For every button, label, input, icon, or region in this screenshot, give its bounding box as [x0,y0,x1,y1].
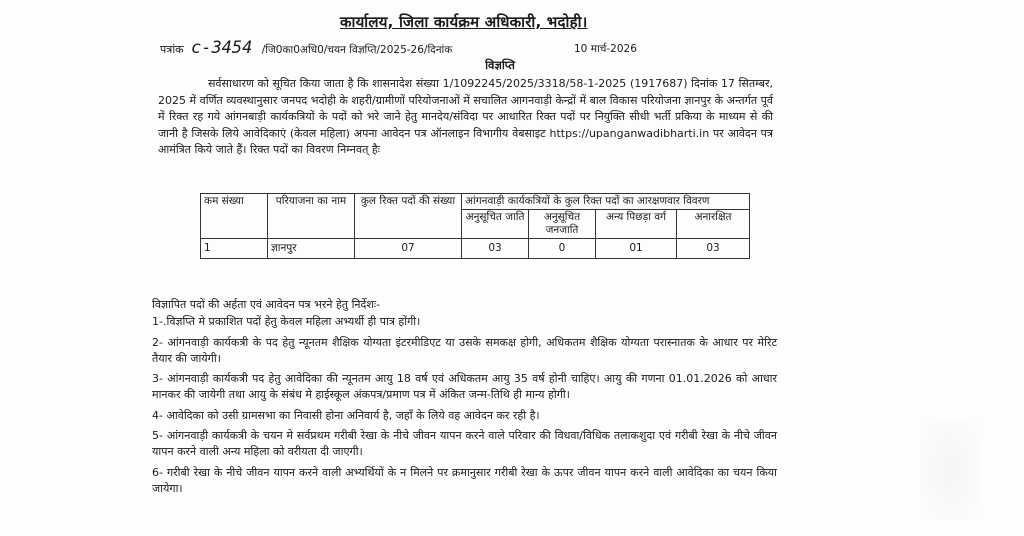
header-reservation-group: आंगनवाड़ी कार्यकत्रियों के कुल रिक्त पदों का आरक्षणवार विवरण [462,194,750,210]
header-general: अनारक्षित [677,210,750,239]
table-header-row [201,194,750,210]
instruction-item: 5- आंगनवाड़ी कार्यकत्री के चयन मे सर्वप्रथम गरीबी रेखा के नीचे जीवन यापन करने वाले परिवार की विधवा/विधिक तलाकशुदा एवं गरीबी रेखा के नीचे जीवन यापन करने वाली अन्य महिला को वरीयता दी जाएगी। [152,429,777,458]
cell-st: 0 [529,239,596,259]
cell-sc: 03 [462,239,529,259]
instruction-item: 2- आंगनवाड़ी कार्यकत्री के पद हेतु न्यूनतम शैक्षिक योग्यता इंटरमीडिएट या उसके समकक्ष होगी, अधिकतम शैक्षिक योग्यता परास्नातक के आधार पर मेरिट तैयार की जायेगी। [152,335,777,365]
reference-path: /जि0का0अधि0/चयन विज्ञप्ति/2025-26/दिनांक [261,44,453,56]
notice-heading [0,58,1024,73]
header-st: अनुसूचित जनजाति [529,210,596,239]
instructions-heading: विज्ञापित पदों की अर्हता एवं आवेदन पत्र भरने हेतु निर्देशः- [152,298,381,311]
header-obc: अन्य पिछड़ा वर्ग [596,210,677,239]
vacancy-table [200,193,750,259]
header-project: परियाजना का नाम [268,194,355,239]
instruction-item: 6- गरीबी रेखा के नीचे जीवन यापन करने वाली अभ्यर्थियों के न मिलने पर क्रमानुसार गरीबी रेखा के ऊपर जीवन यापन करने वाली आवेदिका का चयन किया जायेगा। [152,465,777,495]
reference-date: 10 मार्च-2026 [574,43,637,55]
cell-obc: 01 [596,239,677,259]
instruction-item: 4- आवेदिका को उसी ग्रामसभा का निवासी होना अनिवार्य है, जहाँ के लिये वह आवेदन कर रही है। [152,408,540,422]
instructions-section [152,297,777,501]
intro-paragraph-text: सर्वसाधारण को सूचित किया जाता है कि शासनादेश संख्या 1/1092245/2025/3318/58-1-2025 (1917687) दिनांक 17 सितम्बर, 2025 में वर्णित व्यवस्थानुसार जनपद भदोही के शहरी/ग्रामीणों परियोजनाओं में सचालित आगनवाड़ी केन्द्रों में बाल विकास परियोजना ज्ञानपुर के अन्तर्गत पूर्व में रिक्त रह गये आंगनबाड़ी कार्यकत्रियों के पदों को भरे जाने हेतु मानदेय/संविदा पर आधारित रिक्त पदों पर नियुक्ति सीधी भर्ती प्रकिया के माध्यम से की जानी है जिसके लिये आवेदिकाएं (केवल महिला) अपना आवेदन पत्र ऑनलाइन विभागीय वेबसाइट https://upanganwadibharti.in पर आवेदन पत्र आमंत्रित किये जाते हैं। रिक्त पदों का विवरण निम्नवत् हैः [158,77,773,156]
cell-serial: 1 [201,239,268,259]
reference-number: c-3454 [190,38,253,58]
cell-project: ज्ञानपुर [268,239,355,259]
notice-heading-text: विज्ञप्ति [485,58,515,72]
table-row [201,239,750,259]
instruction-item: 3- आंगनवाड़ी कार्यकत्री पद हेतु आवेदिका की न्यूनतम आयु 18 वर्ष एवं अधिकतम आयु 35 वर्ष होनी चाहिए। आयु की गणना 01.01.2026 को आधार मानकर की जायेगी तथा आयु के संबंध मे हाईस्कूल अंकपत्र/प्रमाण पत्र में अंकित जन्म-तिथि ही मान्य होगी। [152,372,777,401]
scan-smudge [920,420,980,520]
header-total: कुल रिक्त पदों की संख्या [355,194,462,239]
header-serial: कम संख्या [201,194,268,239]
reference-line [160,38,660,58]
instruction-item: 1-.विज्ञप्ति मे प्रकाशित पदों हेतु केवल महिला अभ्यर्थी ही पात्र होंगी। [152,315,421,328]
reference-label: पत्रांक [160,43,184,56]
office-title: कार्यालय, जिला कार्यक्रम अधिकारी, भदोही। [340,13,588,31]
intro-paragraph [158,76,773,159]
header-sc: अनुसूचित जाति [462,210,529,239]
cell-general: 03 [677,239,750,259]
cell-total: 07 [355,239,462,259]
